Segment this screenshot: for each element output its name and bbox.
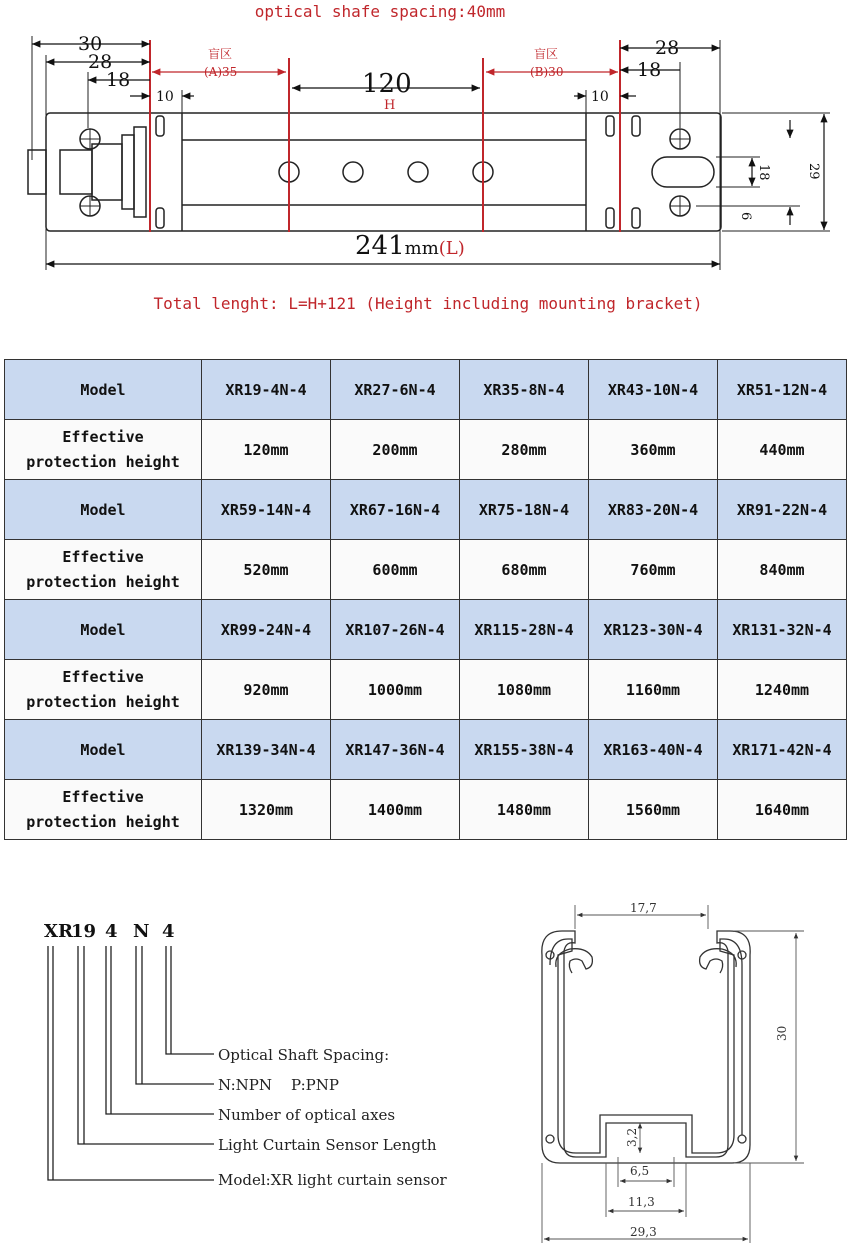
height-header-line1: Effective: [62, 667, 144, 686]
model-row: [5, 480, 847, 540]
height-cell: 1320mm: [202, 780, 331, 840]
total-length-num: 241: [355, 231, 405, 261]
total-length-unit: mm: [404, 238, 439, 259]
model-cell: XR67-16N-4: [331, 480, 460, 540]
height-cell: 1000mm: [331, 660, 460, 720]
legend-spacing: Optical Shaft Spacing:: [218, 1046, 390, 1064]
height-cell: 840mm: [718, 540, 847, 600]
profile-slot-inner: 6,5: [630, 1164, 650, 1178]
profile-total-width: 29,3: [630, 1225, 657, 1239]
model-cell: XR83-20N-4: [589, 480, 718, 540]
height-header: [5, 780, 202, 840]
dim-28-left: 28: [88, 51, 113, 73]
model-header: Model: [5, 720, 202, 780]
code-length: 19: [71, 921, 97, 942]
legend-length: Light Curtain Sensor Length: [218, 1136, 437, 1154]
dim-30: 30: [78, 33, 103, 55]
model-row: [5, 720, 847, 780]
dim-6: 6: [738, 212, 753, 221]
height-row: [5, 540, 847, 600]
model-row: [5, 600, 847, 660]
dim-18-vert: 18: [756, 164, 771, 181]
model-cell: XR107-26N-4: [331, 600, 460, 660]
svg-text:241mm(L): [355, 231, 465, 261]
height-cell: 1480mm: [460, 780, 589, 840]
model-code-legend: [0, 900, 520, 1200]
dim-28-right: 28: [655, 37, 680, 59]
height-cell: 680mm: [460, 540, 589, 600]
height-row: [5, 420, 847, 480]
profile-slot-depth: 3,2: [625, 1127, 639, 1147]
height-header-line2: protection height: [26, 452, 180, 471]
height-cell: 520mm: [202, 540, 331, 600]
height-header-line1: Effective: [62, 787, 144, 806]
model-cell: XR171-42N-4: [718, 720, 847, 780]
profile-height: 30: [775, 1025, 789, 1041]
model-header: Model: [5, 480, 202, 540]
legend-npn-pnp: N:NPN P:PNP: [218, 1076, 339, 1094]
profile-cross-section: [520, 895, 820, 1245]
height-header-line1: Effective: [62, 547, 144, 566]
height-cell: 1560mm: [589, 780, 718, 840]
height-row: [5, 660, 847, 720]
height-cell: 920mm: [202, 660, 331, 720]
height-cell: 1160mm: [589, 660, 718, 720]
dim-29: 29: [806, 163, 821, 180]
blind-zone-a: (A)35: [204, 65, 238, 79]
model-cell: XR59-14N-4: [202, 480, 331, 540]
height-header: [5, 660, 202, 720]
model-cell: XR163-40N-4: [589, 720, 718, 780]
height-header-line1: Effective: [62, 427, 144, 446]
height-cell: 440mm: [718, 420, 847, 480]
dim-18-right: 18: [637, 59, 662, 81]
height-cell: 280mm: [460, 420, 589, 480]
model-cell: XR155-38N-4: [460, 720, 589, 780]
model-cell: XR43-10N-4: [589, 360, 718, 420]
legend-model: Model:XR light curtain sensor: [218, 1171, 447, 1189]
code-spacing: 4: [162, 921, 175, 942]
height-header-line2: protection height: [26, 692, 180, 711]
height-cell: 760mm: [589, 540, 718, 600]
blind-zone-b-zh: 盲区: [534, 47, 559, 61]
code-xr: XR: [44, 921, 73, 942]
model-cell: XR51-12N-4: [718, 360, 847, 420]
height-cell: 1240mm: [718, 660, 847, 720]
model-row: [5, 360, 847, 420]
model-cell: XR27-6N-4: [331, 360, 460, 420]
height-cell: 600mm: [331, 540, 460, 600]
code-type: N: [133, 921, 150, 942]
height-header: [5, 540, 202, 600]
model-cell: XR139-34N-4: [202, 720, 331, 780]
spec-table: [4, 359, 847, 840]
height-cell: 120mm: [202, 420, 331, 480]
diagram-title: optical shafe spacing:40mm: [254, 2, 506, 21]
legend-axes: Number of optical axes: [218, 1106, 396, 1124]
model-cell: XR147-36N-4: [331, 720, 460, 780]
height-cell: 1080mm: [460, 660, 589, 720]
height-cell: 1640mm: [718, 780, 847, 840]
model-header: Model: [5, 600, 202, 660]
model-cell: XR19-4N-4: [202, 360, 331, 420]
height-cell: 360mm: [589, 420, 718, 480]
model-cell: XR123-30N-4: [589, 600, 718, 660]
height-header-line2: protection height: [26, 812, 180, 831]
model-header: Model: [5, 360, 202, 420]
dim-h-value: 120: [362, 69, 412, 99]
profile-slot-outer: 11,3: [628, 1195, 655, 1209]
blind-zone-b: (B)30: [530, 65, 564, 79]
profile-top-width: 17,7: [630, 901, 657, 915]
sensor-body: [28, 113, 721, 231]
dim-10-right: 10: [591, 89, 609, 105]
blind-zone-a-zh: 盲区: [208, 47, 233, 61]
model-cell: XR91-22N-4: [718, 480, 847, 540]
dim-10-left: 10: [156, 89, 174, 105]
height-row: [5, 780, 847, 840]
model-cell: XR75-18N-4: [460, 480, 589, 540]
model-cell: XR115-28N-4: [460, 600, 589, 660]
height-header: [5, 420, 202, 480]
height-cell: 1400mm: [331, 780, 460, 840]
height-cell: 200mm: [331, 420, 460, 480]
length-formula: Total lenght: L=H+121 (Height including mounting bracket): [153, 294, 703, 313]
dim-h-label: H: [384, 98, 396, 113]
dim-18-left: 18: [106, 69, 131, 91]
total-length-l: (L): [438, 238, 465, 259]
height-header-line2: protection height: [26, 572, 180, 591]
sensor-dimension-drawing: [0, 0, 856, 290]
model-cell: XR131-32N-4: [718, 600, 847, 660]
model-cell: XR99-24N-4: [202, 600, 331, 660]
code-axes: 4: [105, 921, 118, 942]
model-cell: XR35-8N-4: [460, 360, 589, 420]
